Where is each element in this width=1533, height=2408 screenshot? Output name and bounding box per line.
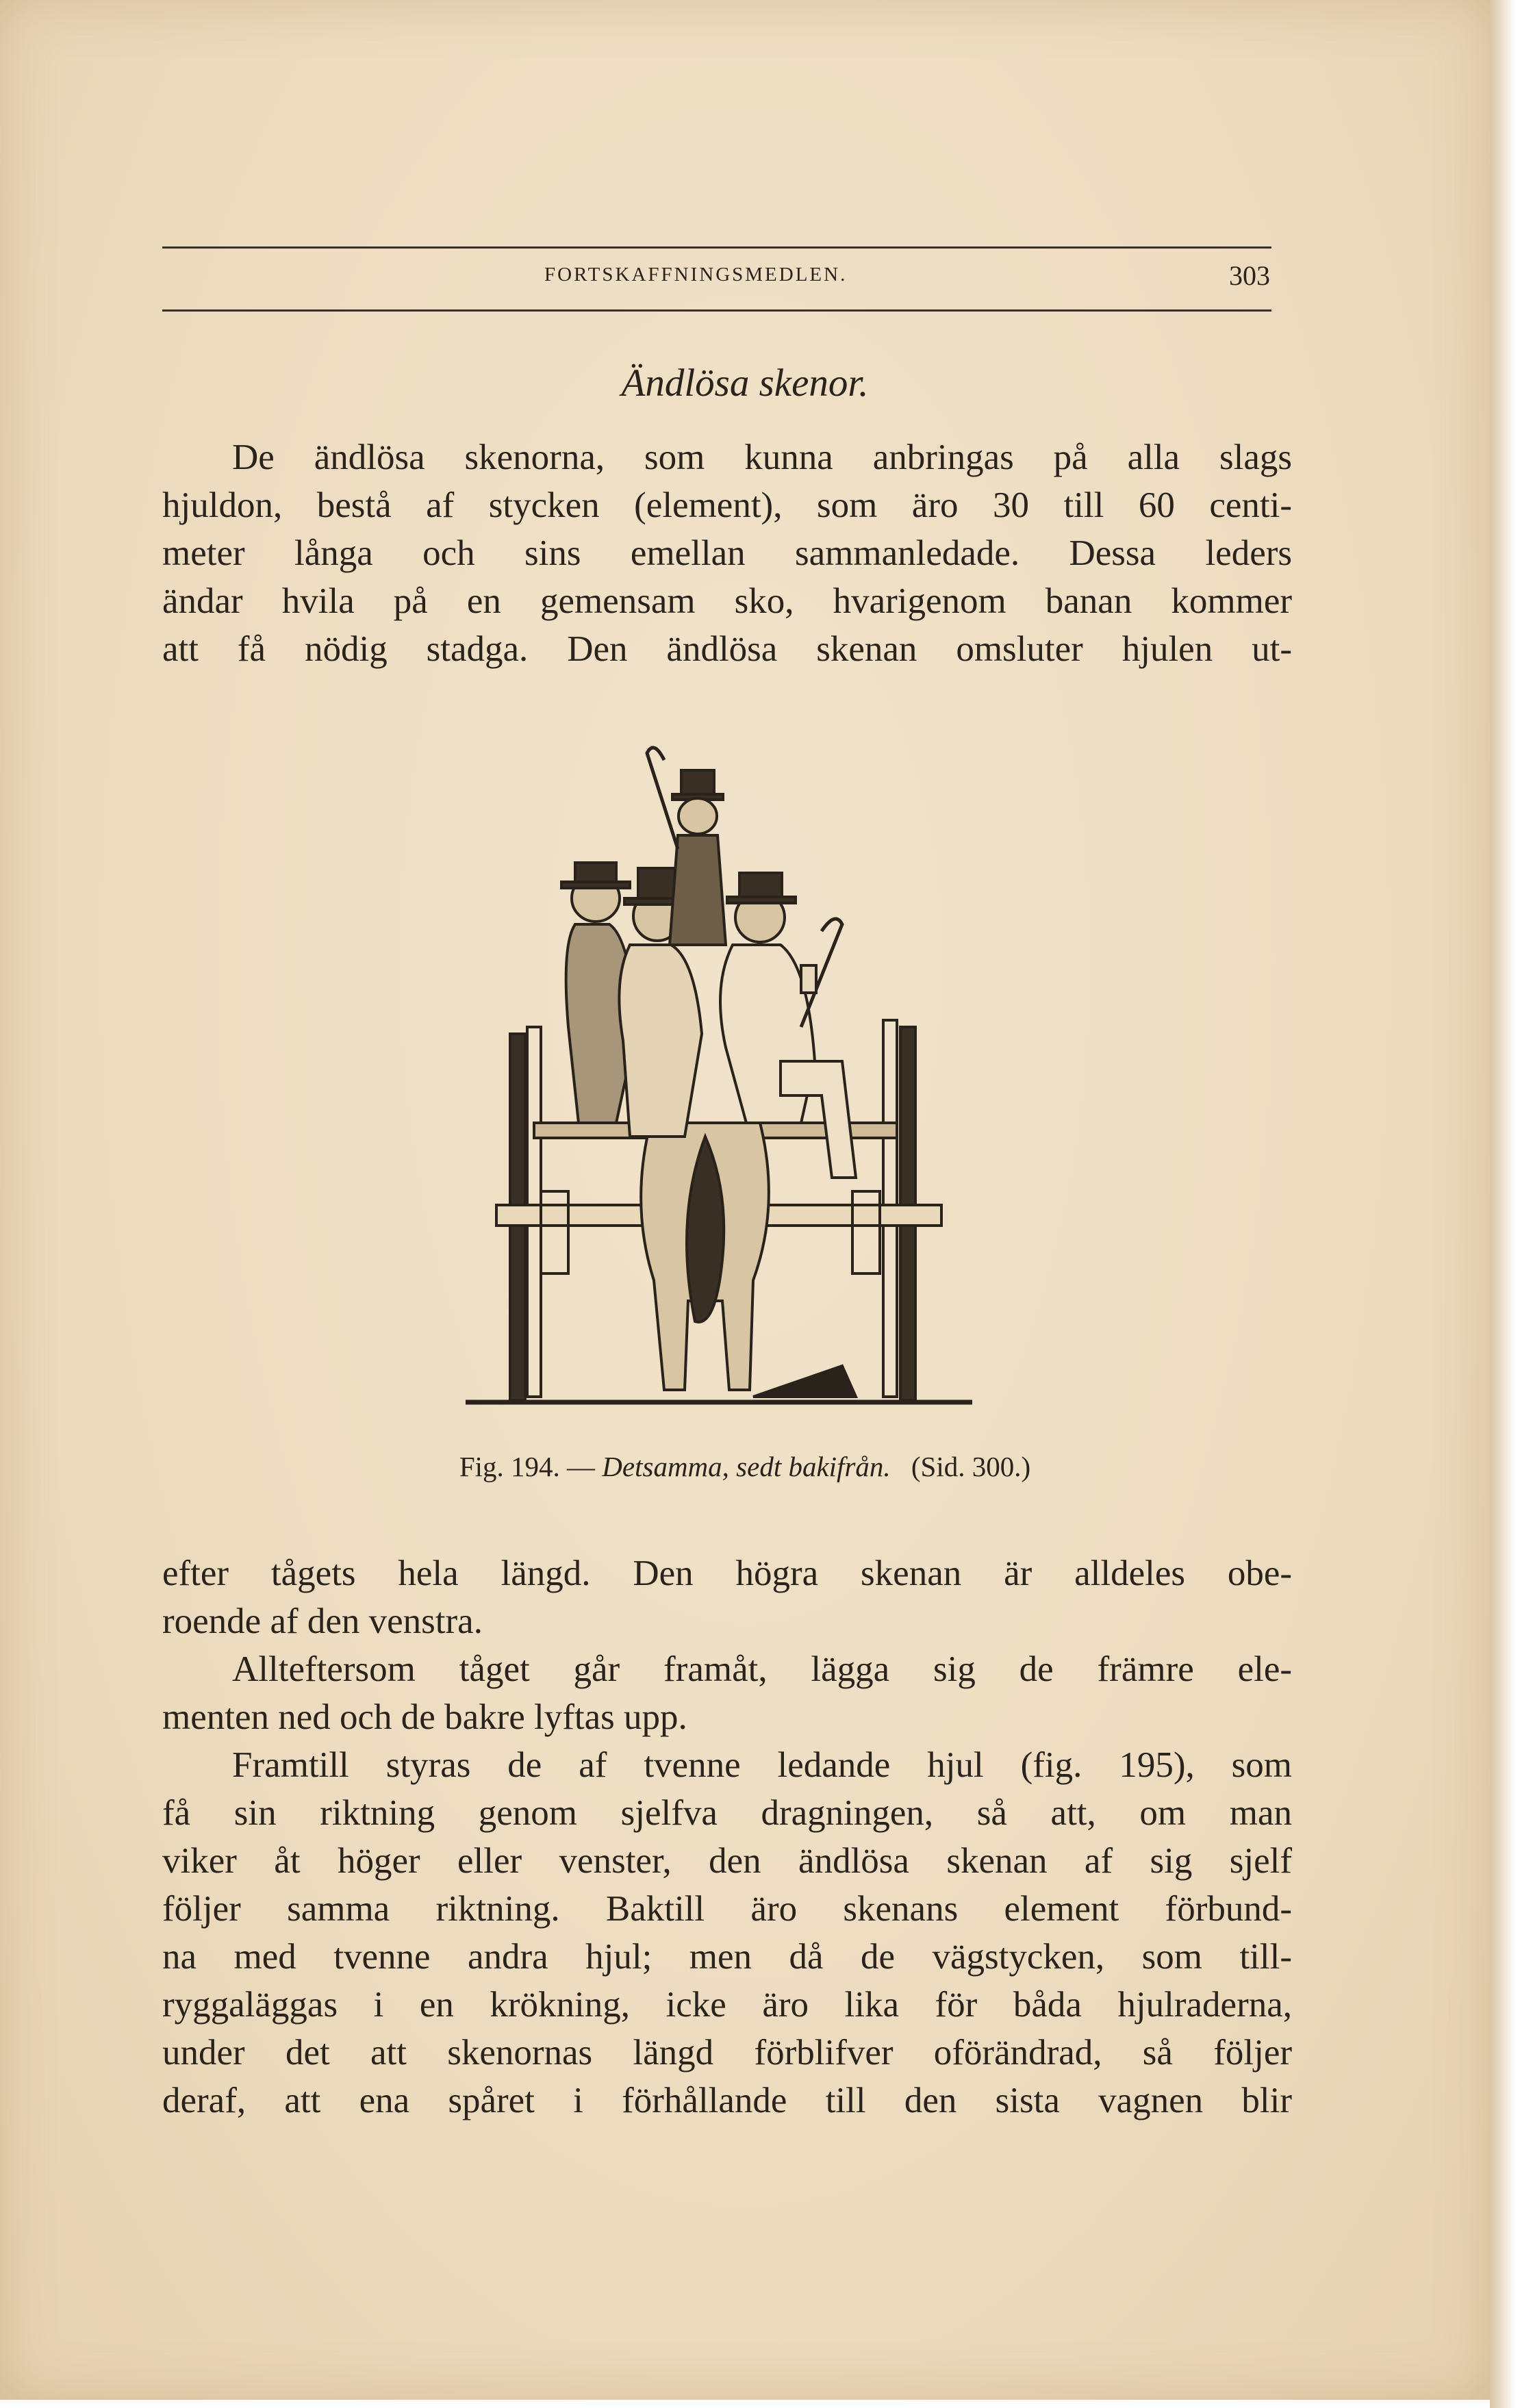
lantern xyxy=(801,965,816,993)
caption-ref: (Sid. 300.) xyxy=(911,1451,1031,1482)
text-line: na med tvenne andra hjul; men då de vägstycken, som till- xyxy=(162,1937,1292,1977)
text-line: viker åt höger eller venster, den ändlösa skenan af sig sjelf xyxy=(162,1841,1292,1881)
caption-number: Fig. 194. xyxy=(459,1451,560,1482)
text-line: efter tågets hela längd. Den högra skenan är alldeles obe- xyxy=(162,1554,1292,1593)
header-bottom-rule xyxy=(162,309,1271,312)
text-line: ändar hvila på en gemensam sko, hvarigenom banan kommer xyxy=(162,581,1292,621)
driver-body xyxy=(670,835,726,945)
page-number: 303 xyxy=(1229,260,1270,291)
text-line: meter långa och sins emellan sammanledade. Dessa leders xyxy=(162,533,1292,573)
ground-shadow xyxy=(753,1366,856,1397)
middle-passenger xyxy=(619,945,702,1137)
paragraph-1 xyxy=(162,433,1292,673)
text-line: hjuldon, bestå af stycken (element), som äro 30 till 60 centi- xyxy=(162,485,1292,525)
paragraph-4 xyxy=(162,1741,1292,2125)
figure-caption xyxy=(0,1450,1490,1483)
text-line: menten ned och de bakre lyftas upp. xyxy=(162,1697,687,1737)
text-line: under det att skenornas längd förblifver oförändrad, så följer xyxy=(162,2033,1292,2073)
driver-hat xyxy=(681,770,714,796)
driver-head xyxy=(679,798,717,834)
carriage-illustration xyxy=(459,739,979,1417)
caption-text: Detsamma, sedt bakifrån. xyxy=(602,1451,891,1482)
paragraph-3 xyxy=(162,1645,1292,1741)
running-head xyxy=(0,260,1490,291)
text-line: Framtill styras de af tvenne ledande hjul (fig. 195), som xyxy=(232,1745,1292,1785)
caption-dash: — xyxy=(567,1451,596,1482)
paragraph-2 xyxy=(162,1549,1292,1645)
page-edge xyxy=(1490,0,1533,2408)
section-title: Ändlösa skenor. xyxy=(621,362,869,405)
text-line: roende af den venstra. xyxy=(162,1601,483,1641)
text-line: få sin riktning genom sjelfva dragningen, så att, om man xyxy=(162,1793,1292,1833)
text-line: De ändlösa skenorna, som kunna anbringas på alla slags xyxy=(232,438,1292,477)
text-line: deraf, att ena spåret i förhållande till den sista vagnen blir xyxy=(162,2081,1292,2120)
running-title: FORTSKAFFNINGSMEDLEN. xyxy=(544,264,848,286)
text-line: att få nödig stadga. Den ändlösa skenan omsluter hjulen ut- xyxy=(162,629,1292,669)
header-top-rule xyxy=(162,246,1271,249)
text-line: följer samma riktning. Baktill äro skenans element förbund- xyxy=(162,1889,1292,1929)
text-line: Allteftersom tåget går framåt, lägga sig de främre ele- xyxy=(232,1649,1292,1689)
text-line: ryggaläggas i en krökning, icke äro lika för båda hjulraderna, xyxy=(162,1985,1292,2025)
